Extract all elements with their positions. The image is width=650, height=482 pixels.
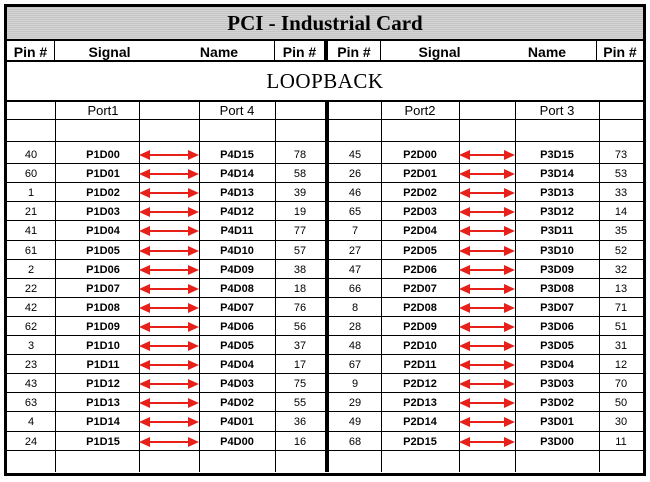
signal-name-cell: P4D12: [220, 206, 254, 219]
signal-name-cell: P4D01: [220, 416, 254, 429]
right-port-group: [329, 102, 643, 472]
signal-name-cell: P2D04: [403, 225, 437, 238]
pin-number-cell: 71: [614, 301, 628, 314]
signal-name-cell: P1D00: [86, 149, 120, 161]
pin-number-cell: 19: [293, 206, 307, 219]
loopback-arrow-icon: [459, 279, 515, 299]
pin-number-cell: 2: [27, 263, 35, 276]
pin-number-cell: 50: [614, 397, 628, 410]
signal-name-cell: P3D01: [540, 416, 574, 429]
signal-name-cell: P2D01: [403, 168, 437, 181]
pin-number-cell: 60: [24, 168, 38, 181]
pin-number-cell: 62: [24, 320, 38, 333]
pin-number-cell: 52: [614, 244, 628, 257]
port-label-left-a: Port1: [87, 103, 119, 118]
loopback-arrow-icon: [139, 355, 199, 375]
loopback-arrow-icon: [459, 202, 515, 222]
table-title: PCI - Industrial Card: [7, 7, 643, 41]
loopback-arrow-icon: [139, 279, 199, 299]
signal-name-cell: P2D03: [403, 206, 437, 219]
pin-number-cell: 77: [293, 225, 307, 238]
pin-number-cell: 56: [293, 320, 307, 333]
pin-number-cell: 18: [293, 282, 307, 295]
signal-name-cell: P2D07: [403, 282, 437, 295]
pin-number-cell: 13: [614, 282, 628, 295]
pin-number-cell: 17: [293, 359, 307, 372]
pin-number-cell: 36: [293, 416, 307, 429]
pin-number-cell: 27: [348, 244, 362, 257]
signal-name-cell: P1D10: [86, 340, 120, 352]
pin-header-left-b: Pin #: [275, 41, 325, 62]
signal-name-cell: P4D07: [220, 301, 254, 314]
pin-number-cell: 37: [293, 340, 307, 352]
signal-name-cell: P3D05: [540, 340, 574, 352]
signal-name-cell: P1D09: [86, 320, 120, 333]
loopback-arrow-icon: [139, 221, 199, 241]
right-row-divider: [329, 141, 643, 142]
pin-number-cell: 39: [293, 187, 307, 200]
pin-number-cell: 57: [293, 244, 307, 257]
pin-number-cell: 1: [27, 187, 35, 200]
signal-name-cell: P1D03: [86, 206, 120, 219]
loopback-arrow-icon: [139, 241, 199, 261]
section-title: LOOPBACK: [7, 62, 643, 102]
signal-name-cell: P2D12: [403, 378, 437, 391]
loopback-arrow-icon: [459, 355, 515, 375]
loopback-arrow-icon: [459, 145, 515, 165]
loopback-arrow-icon: [139, 432, 199, 452]
signal-name-cell: P4D00: [220, 435, 254, 448]
pin-number-cell: 75: [293, 378, 307, 391]
signal-name-cell: P4D08: [220, 282, 254, 295]
loopback-arrow-icon: [459, 298, 515, 318]
loopback-arrow-icon: [139, 164, 199, 184]
pin-header-right-b: Pin #: [603, 43, 637, 60]
signal-name-cell: P3D09: [540, 263, 574, 276]
column-header-row: [7, 41, 643, 62]
pin-number-cell: 23: [24, 359, 38, 372]
signal-name-cell: P1D04: [86, 225, 120, 238]
pin-number-cell: 51: [614, 320, 628, 333]
pin-number-cell: 48: [348, 340, 362, 352]
pin-number-cell: 47: [348, 263, 362, 276]
port-label-right-b: Port 3: [539, 103, 575, 118]
pin-number-cell: 16: [293, 435, 307, 448]
signal-name-cell: P3D03: [540, 378, 574, 391]
loopback-arrow-icon: [139, 145, 199, 165]
pin-number-cell: 70: [614, 378, 628, 391]
pin-number-cell: 61: [24, 244, 38, 257]
loopback-arrow-icon: [459, 432, 515, 452]
signal-name-cell: P4D13: [220, 187, 254, 200]
signal-name-cell: P1D01: [86, 168, 120, 181]
pin-number-cell: 28: [348, 320, 362, 333]
signal-name-cell: P1D14: [86, 416, 120, 429]
left-row-divider: [7, 119, 325, 120]
signal-name-cell: P4D10: [220, 244, 254, 257]
loopback-arrow-icon: [459, 336, 515, 356]
signal-name-cell: P2D10: [403, 340, 437, 352]
signal-name-cell: P4D06: [220, 320, 254, 333]
signal-name-cell: P3D08: [540, 282, 574, 295]
loopback-arrow-icon: [139, 317, 199, 337]
pin-number-cell: 43: [24, 378, 38, 391]
signal-name-cell: P4D11: [220, 225, 254, 238]
loopback-arrow-icon: [139, 183, 199, 203]
loopback-arrow-icon: [459, 183, 515, 203]
signal-name-cell: P4D02: [220, 397, 254, 410]
signal-name-cell: P4D14: [220, 168, 254, 181]
pin-number-cell: 22: [24, 282, 38, 295]
pin-number-cell: 7: [351, 225, 359, 238]
signal-name-cell: P2D15: [403, 435, 437, 448]
pin-number-cell: 4: [27, 416, 35, 429]
signal-name-cell: P2D00: [403, 149, 437, 161]
pin-number-cell: 63: [24, 397, 38, 410]
left-row-rule: [7, 450, 325, 451]
loopback-arrow-icon: [139, 393, 199, 413]
pin-number-cell: 67: [348, 359, 362, 372]
signal-name-cell: P3D07: [540, 301, 574, 314]
loopback-arrow-icon: [459, 317, 515, 337]
pin-number-cell: 66: [348, 282, 362, 295]
signal-name-cell: P1D05: [86, 244, 120, 257]
signal-name-cell: P2D13: [403, 397, 437, 410]
pin-number-cell: 41: [24, 225, 38, 238]
signal-name-cell: P4D03: [220, 378, 254, 391]
right-row-divider: [329, 119, 643, 120]
pin-number-cell: 65: [348, 206, 362, 219]
pin-number-cell: 31: [614, 340, 628, 352]
signal-name-cell: P1D06: [86, 263, 120, 276]
left-port-group: [7, 102, 325, 472]
pinout-table: [4, 4, 646, 476]
left-column-divider: [55, 102, 56, 472]
pin-number-cell: 3: [27, 340, 35, 352]
pin-number-cell: 42: [24, 301, 38, 314]
pin-number-cell: 33: [614, 187, 628, 200]
signal-name-cell: P4D09: [220, 263, 254, 276]
signal-name-cell: P3D00: [540, 435, 574, 448]
pin-number-cell: 46: [348, 187, 362, 200]
pin-number-cell: 68: [348, 435, 362, 448]
name-header-right: Name: [498, 41, 597, 62]
signal-name-cell: P1D07: [86, 282, 120, 295]
signal-name-cell: P2D08: [403, 301, 437, 314]
right-row-rule: [329, 450, 643, 451]
loopback-arrow-icon: [139, 374, 199, 394]
loopback-arrow-icon: [459, 164, 515, 184]
signal-name-cell: P2D09: [403, 320, 437, 333]
signal-name-cell: P1D11: [86, 359, 120, 372]
pin-header-right-a: Pin #: [325, 41, 381, 62]
pin-number-cell: 12: [614, 359, 628, 372]
loopback-arrow-icon: [459, 221, 515, 241]
pin-number-cell: 9: [351, 378, 359, 391]
signal-name-cell: P3D02: [540, 397, 574, 410]
pin-number-cell: 8: [351, 301, 359, 314]
pin-number-cell: 55: [293, 397, 307, 410]
loopback-arrow-icon: [459, 374, 515, 394]
pin-number-cell: 14: [614, 206, 628, 219]
signal-name-cell: P1D13: [86, 397, 120, 410]
name-header-left: Name: [164, 41, 275, 62]
pin-header-left-a: Pin #: [7, 41, 55, 62]
signal-name-cell: P3D10: [540, 244, 574, 257]
signal-name-cell: P2D02: [403, 187, 437, 200]
signal-name-cell: P3D06: [540, 320, 574, 333]
left-row-divider: [7, 141, 325, 142]
pin-number-cell: 29: [348, 397, 362, 410]
signal-name-cell: P3D13: [540, 187, 574, 200]
loopback-arrow-icon: [459, 393, 515, 413]
signal-name-cell: P1D08: [86, 301, 120, 314]
pin-number-cell: 78: [293, 149, 307, 161]
signal-name-cell: P3D04: [540, 359, 574, 372]
pin-number-cell: 58: [293, 168, 307, 181]
signal-name-cell: P2D05: [403, 244, 437, 257]
pin-number-cell: 76: [293, 301, 307, 314]
pin-number-cell: 26: [348, 168, 362, 181]
signal-name-cell: P2D14: [403, 416, 437, 429]
pin-number-cell: 53: [614, 168, 628, 181]
signal-name-cell: P1D02: [86, 187, 120, 200]
pin-number-cell: 40: [24, 149, 38, 161]
loopback-arrow-icon: [139, 260, 199, 280]
signal-header-right: Signal: [418, 43, 461, 60]
signal-name-cell: P1D15: [86, 435, 120, 448]
pin-number-cell: 38: [293, 263, 307, 276]
signal-name-cell: P2D11: [403, 359, 437, 372]
pin-number-cell: 45: [348, 149, 362, 161]
loopback-arrow-icon: [139, 298, 199, 318]
pin-number-cell: 11: [615, 435, 627, 448]
loopback-arrow-icon: [459, 412, 515, 432]
pin-number-cell: 32: [614, 263, 628, 276]
pin-number-cell: 49: [348, 416, 362, 429]
port-label-right-a: Port2: [404, 103, 436, 118]
pin-number-cell: 73: [614, 149, 628, 161]
signal-name-cell: P3D14: [540, 168, 574, 181]
pin-number-cell: 24: [24, 435, 38, 448]
signal-header-left: Signal: [88, 43, 131, 60]
signal-name-cell: P3D11: [540, 225, 574, 238]
signal-name-cell: P1D12: [86, 378, 120, 391]
signal-name-cell: P4D04: [220, 359, 254, 372]
signal-name-cell: P4D15: [220, 149, 254, 161]
loopback-arrow-icon: [139, 412, 199, 432]
pin-number-cell: 21: [24, 206, 38, 219]
signal-name-cell: P2D06: [403, 263, 437, 276]
loopback-arrow-icon: [459, 260, 515, 280]
signal-name-cell: P4D05: [220, 340, 254, 352]
loopback-arrow-icon: [459, 241, 515, 261]
pin-number-cell: 30: [614, 416, 628, 429]
port-label-left-b: Port 4: [219, 103, 255, 118]
loopback-arrow-icon: [139, 336, 199, 356]
pin-number-cell: 35: [614, 225, 628, 238]
signal-name-cell: P3D12: [540, 206, 574, 219]
loopback-arrow-icon: [139, 202, 199, 222]
signal-name-cell: P3D15: [540, 149, 574, 161]
